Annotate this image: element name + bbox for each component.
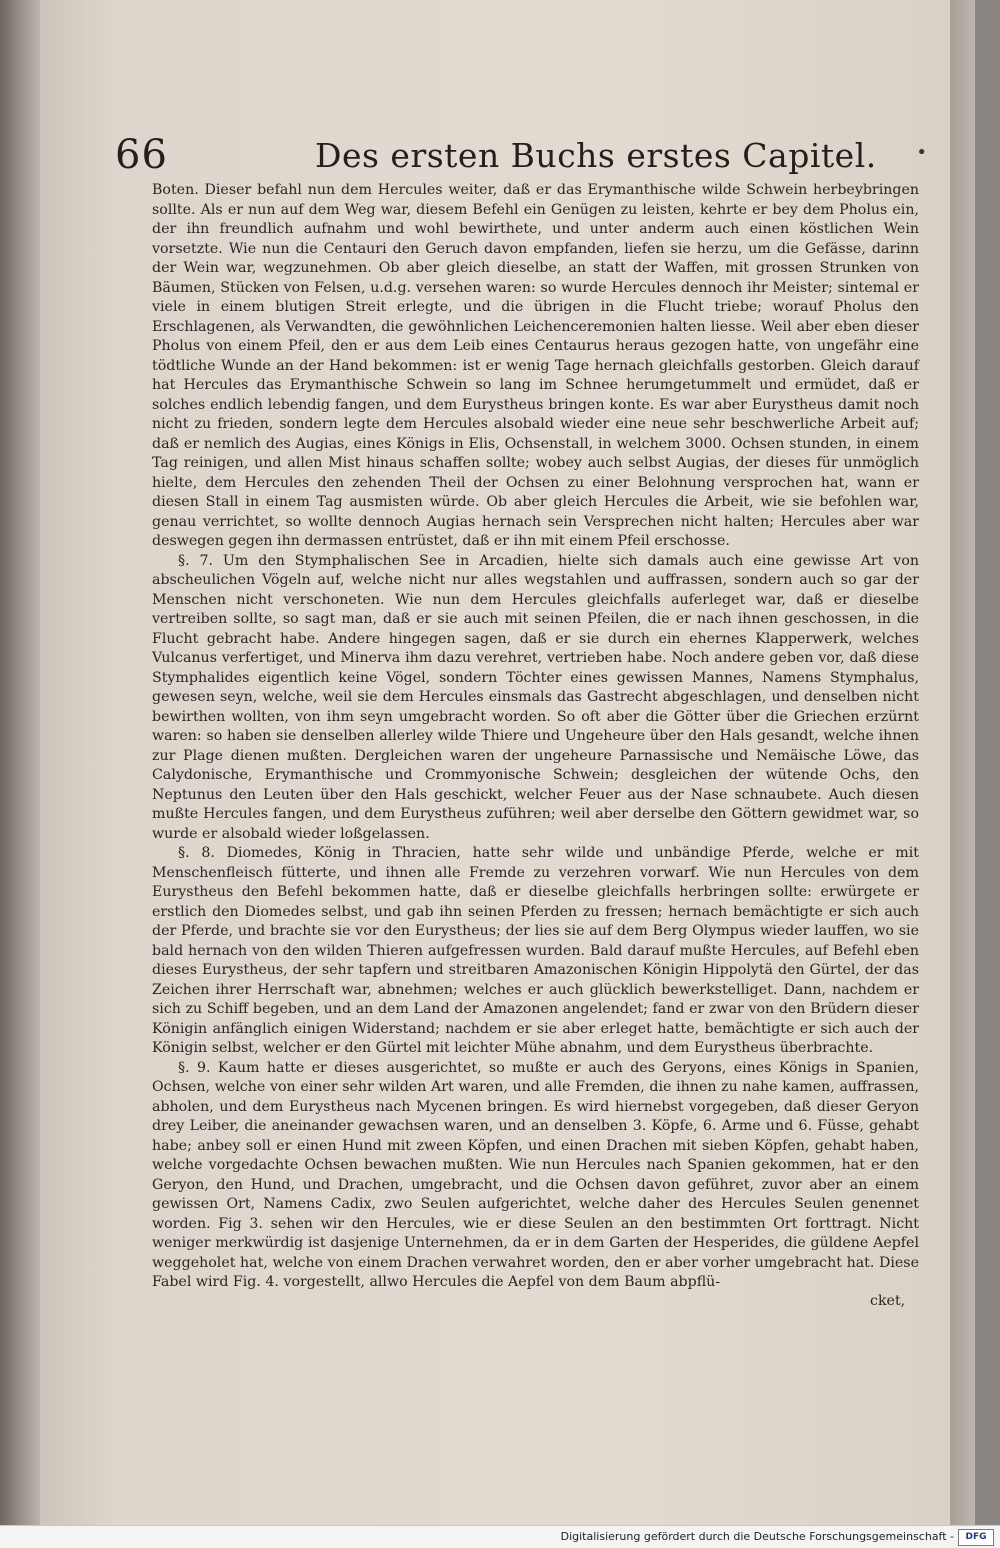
ink-dot-mark: •	[916, 142, 927, 163]
catchword: cket,	[870, 1293, 906, 1309]
paragraph-section-8: §. 8. Diomedes, König in Thracien, hatte sehr wilde und unbändige Pferde, welche er mit Menschenfleisch fütterte, und ihnen alle Fremde zu verzehren vorwarf. Wie nun Hercules von dem Eurystheus den Befehl bekommen hatte, daß er dieselbe gleichfalls herbringen sollte: erwürgete er erstlich den Diomedes selbst, und gab ihn seinen Pferden zu fressen; hernach bemächtigte er sich auch der Pferde, und brachte sie vor den Eurystheus; der lies sie auf dem Berg Olympus wieder lauffen, wo sie bald hernach von den wilden Thieren aufgefressen wurden. Bald darauf mußte Hercules, auf Befehl eben dieses Eurystheus, der sehr tapfern und streitbaren Amazonischen Königin Hippolytä den Gürtel, der das Zeichen ihrer Herrschaft war, abnehmen; welches er auch glücklich bewerkstelliget. Dann, nachdem er sich zu Schiff begeben, und an dem Land der Amazonen angelendet; fand er zwar von den Brüdern dieser Königin anfänglich einigen Widerstand; nachdem er sie aber erleget hatte, bemächtigte er sich auch der Königin selbst, welcher er den Gürtel mit leichter Mühe abnahm, und dem Eurystheus überbrachte.	[152, 845, 919, 1056]
page-edge	[950, 0, 975, 1525]
digitization-footer	[0, 1525, 1000, 1548]
funding-credit: Digitalisierung gefördert durch die Deutsche Forschungsgemeinschaft -	[560, 1530, 954, 1543]
page-number: 66	[115, 132, 168, 178]
page-header	[115, 132, 927, 184]
paragraph-section-9: §. 9. Kaum hatte er dieses ausgerichtet, so mußte er auch des Geryons, eines Königs in Spanien, Ochsen, welche von einer sehr wilden Art waren, und alle Fremden, die ihnen zu nahe kamen, auffrassen, abholen, und dem Eurystheus nach Mycenen bringen. Es wird hiernebst vorgegeben, daß dieser Geryon drey Leiber, die aneinander gewachsen waren, und an denselben 3. Köpfe, 6. Arme und 6. Füsse, gehabt habe; anbey soll er einen Hund mit zween Köpfen, und einen Drachen mit sieben Köpfen, gehabt haben, welche vorgedachte Ochsen bewachen mußten. Wie nun Hercules nach Spanien gekommen, hat er den Geryon, den Hund, und Drachen, umgebracht, und die Ochsen davon geführet, zuvor aber an einem gewissen Ort, Namens Cadix, zwo Seulen aufgerichtet, welche daher des Hercules Seulen genennet worden. Fig 3. sehen wir den Hercules, wie er diese Seulen an den bestimmten Ort forttragt. Nicht weniger merkwürdig ist dasjenige Unternehmen, da er in dem Garten der Hesperides, die güldene Aepfel weggeholet hat, welche von einem Drachen verwahret worden, den er aber vorher umgebracht hat. Diese Fabel wird Fig. 4. vorgestellt, allwo Hercules die Aepfel von dem Baum abpflü-	[152, 1059, 919, 1290]
body-text	[152, 181, 919, 1293]
paragraph-continuation: Boten. Dieser befahl nun dem Hercules weiter, daß er das Erymanthische wilde Schwein herbeybringen sollte. Als er nun auf dem Weg war, diesem Befehl ein Genügen zu leisten, kehrte er bey dem Pholus ein, der ihn freundlich aufnahm und wohl bewirthete, und unter anderm auch einen köstlichen Wein vorsetzte. Wie nun die Centauri den Geruch davon empfanden, liefen sie herzu, um die Gefässe, darinn der Wein war, wegzunehmen. Ob aber gleich dieselbe, an statt der Waffen, mit grossen Strunken von Bäumen, Stücken von Felsen, u.d.g. versehen waren: so wurde Hercules dennoch ihr Meister; sintemal er viele in einem blutigen Streit erlegte, und die übrigen in die Flucht triebe; worauf Pholus den Erschlagenen, als Verwandten, die gewöhnlichen Leichenceremonien halten liesse. Weil aber eben dieser Pholus von einem Pfeil, den er aus dem Leib eines Centaurus heraus gezogen hatte, von ungefähr eine tödtliche Wunde an der Hand bekommen: ist er wenig Tage hernach gleichfalls gestorben. Gleich darauf hat Hercules das Erymanthische Schwein so lang im Schnee herumgetummelt und ermüdet, daß er solches endlich lebendig fangen, und dem Eurystheus bringen konte. Es war aber Eurystheus damit noch nicht zu frieden, sondern legte dem Hercules alsobald wieder eine neue sehr beschwerliche Arbeit auf; daß er nemlich des Augias, eines Königs in Elis, Ochsenstall, in welchem 3000. Ochsen stunden, in einem Tag reinigen, und allen Mist hinaus schaffen sollte; wobey auch selbst Augias, der dieses für unmöglich hielte, dem Hercules den zehenden Theil der Ochsen zu einer Belohnung versprochen hat, wann er diesen Stall in einem Tag ausmisten würde. Ob aber gleich Hercules die Arbeit, wie sie befohlen war, genau verrichtet, so wollte dennoch Augias hernach sein Versprechen nicht halten; Hercules aber war deswegen gegen ihn dermassen entrüstet, daß er ihn mit einem Pfeil erschosse.	[152, 182, 919, 549]
paragraph-section-7: §. 7. Um den Stymphalischen See in Arcadien, hielte sich damals auch eine gewisse Art von abscheulichen Vögeln auf, welche nicht nur alles wegstahlen und auffrassen, sondern auch so gar der Menschen nicht verschoneten. Wie nun dem Hercules gleichfalls auferleget war, daß er dieselbe vertreiben sollte, so sagt man, daß er sie auch mit seinen Pfeilen, die er nach ihnen geschossen, in die Flucht gebracht habe. Andere hingegen sagen, daß er sie durch ein ehernes Klapperwerk, welches Vulcanus verfertiget, und Minerva ihm dazu verehret, vertrieben habe. Noch andere geben vor, daß diese Stymphalides eigentlich keine Vögel, sondern Töchter eines gewissen Mannes, Namens Stymphalus, gewesen seyn, welche, weil sie dem Hercules einsmals das Gastrecht abgeschlagen, und denselben nicht bewirthen wollten, von ihm seyn umgebracht worden. So oft aber die Götter über die Griechen erzürnt waren: so haben sie denselben allerley wilde Thiere und Ungeheure über den Hals gesandt, welche ihnen zur Plage dienen mußten. Dergleichen waren der ungeheure Parnassische und Nemäische Löwe, das Calydonische, Erymanthische und Crommyonische Schwein; desgleichen der wütende Ochs, den Neptunus den Leuten über den Hals geschickt, welcher Feuer aus der Nase schnaubete. Auch diesen mußte Hercules fangen, und dem Eurystheus zuführen; weil aber derselbe den Göttern gewidmet war, so wurde er alsobald wieder loßgelassen.	[152, 552, 919, 842]
dfg-logo[interactable]: DFG	[958, 1529, 994, 1546]
running-title: Des ersten Buchs erstes Capitel.	[315, 136, 877, 175]
